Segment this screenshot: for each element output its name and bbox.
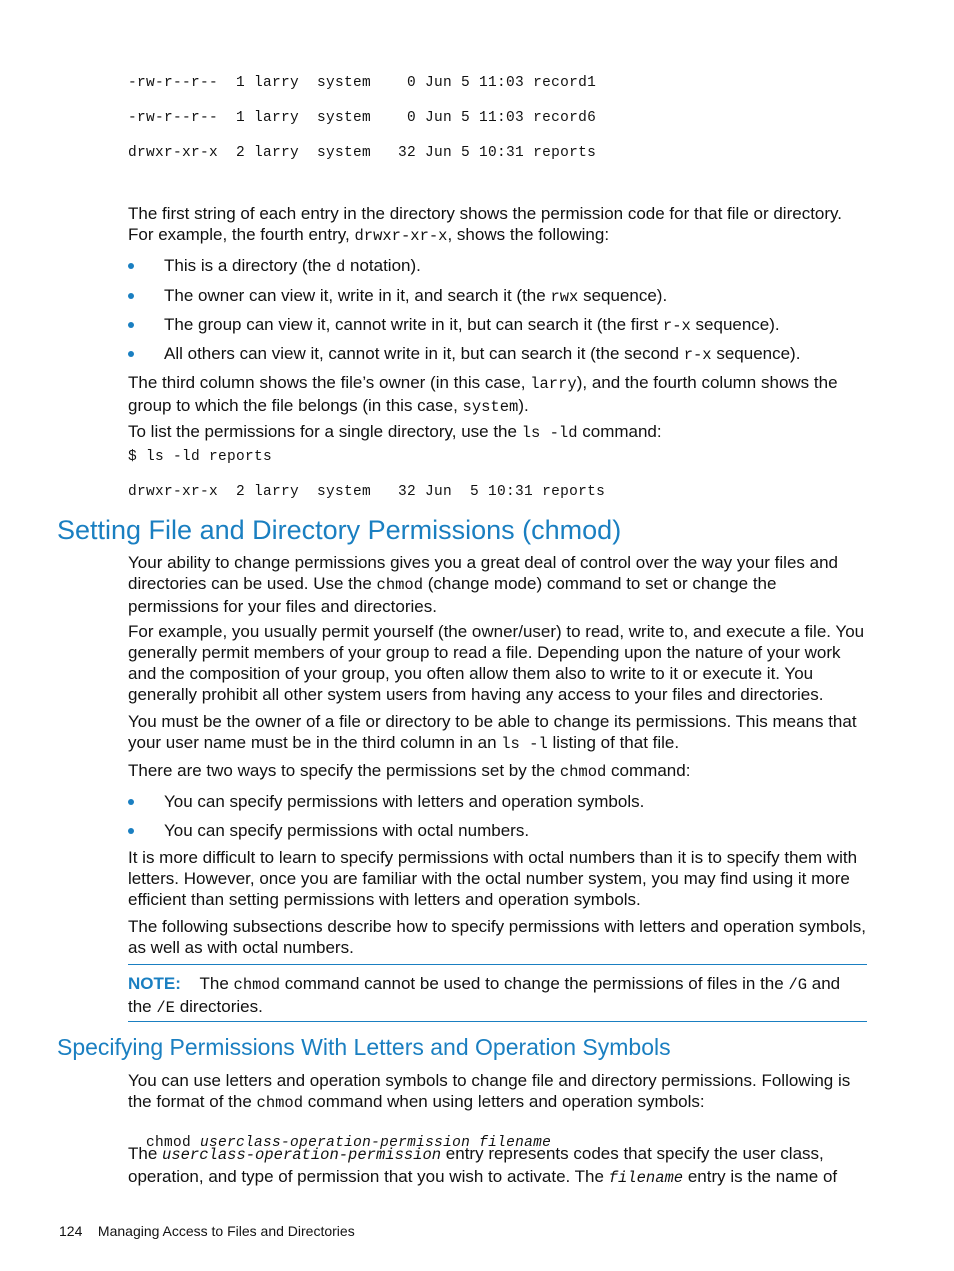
command-output: drwxr-xr-x 2 larry system 32 Jun 5 10:31 reports: [128, 484, 606, 500]
subsection-heading: Specifying Permissions With Letters and Operation Symbols: [57, 1034, 671, 1060]
intro-paragraph: The first string of each entry in the directory shows the permission code for that file or directory. For example, the fourth entry, drwxr-xr-x, shows the following:: [128, 204, 842, 245]
note: NOTE: The chmod command cannot be used to change the permissions of files in the /G and the /E directories.: [128, 974, 841, 1017]
note-top-rule: [128, 964, 867, 965]
owner-paragraph: The third column shows the file’s owner (in this case, larry), and the fourth column shows the group to which the file belongs (in this case, system).: [128, 373, 838, 416]
paragraph: There are two ways to specify the permissions set by the chmod command:: [128, 761, 691, 781]
page-footer: [59, 1223, 355, 1239]
paragraph: For example, you usually permit yourself (the owner/user) to read, write to, and execute a file. You generally permit members of your group to read a file. Depending upon the nature of your work and the composition of your group, you often allow them also to write to it or execute it. You generally prohibit all other system users from having any access to your files and directories.: [128, 622, 865, 704]
bullet-icon: [128, 828, 134, 834]
paragraph: You can use letters and operation symbols to change file and directory permissions. Following is the format of the chmod command when using letters and operation symbols:: [128, 1071, 851, 1112]
listing-line: -rw-r--r-- 1 larry system 0 Jun 5 11:03 record6: [128, 110, 597, 126]
listing-line: drwxr-xr-x 2 larry system 32 Jun 5 10:31 reports: [128, 145, 597, 161]
bullet-icon: [128, 799, 134, 805]
paragraph: The userclass-operation-permission entry represents codes that specify the user class, operation, and type of permission that you wish to activate. The filename entry is the name of: [128, 1144, 838, 1187]
page-number: 124: [59, 1223, 83, 1239]
list-single-paragraph: To list the permissions for a single directory, use the ls -ld command:: [128, 422, 662, 442]
note-label: NOTE:: [128, 974, 181, 993]
note-bottom-rule: [128, 1021, 867, 1022]
paragraph: Your ability to change permissions gives you a great deal of control over the way your files and directories can be used. Use the chmod (change mode) command to set or change the permissions for your files and directories.: [128, 553, 838, 616]
listing-line: -rw-r--r-- 1 larry system 0 Jun 5 11:03 record1: [128, 75, 597, 91]
paragraph: It is more difficult to learn to specify permissions with octal numbers than it is to specify them with letters. However, once you are familiar with the octal number system, you may find using it more efficient than setting permissions with letters and operation symbols.: [128, 848, 858, 909]
bullet-icon: [128, 263, 134, 269]
section-heading: Setting File and Directory Permissions (chmod): [57, 515, 622, 545]
command-line: $ ls -ld reports: [128, 449, 273, 465]
running-footer-title: Managing Access to Files and Directories: [97, 1223, 355, 1239]
bullet-icon: [128, 322, 134, 328]
bullet-icon: [128, 351, 134, 357]
bullet-icon: [128, 293, 134, 299]
paragraph: The following subsections describe how to specify permissions with letters and operation symbols, as well as with octal numbers.: [128, 917, 866, 957]
paragraph: You must be the owner of a file or directory to be able to change its permissions. This means that your user name must be in the third column in an ls -l listing of that file.: [128, 712, 857, 753]
syntax-line: chmod userclass-operation-permission filename: [146, 1135, 552, 1151]
